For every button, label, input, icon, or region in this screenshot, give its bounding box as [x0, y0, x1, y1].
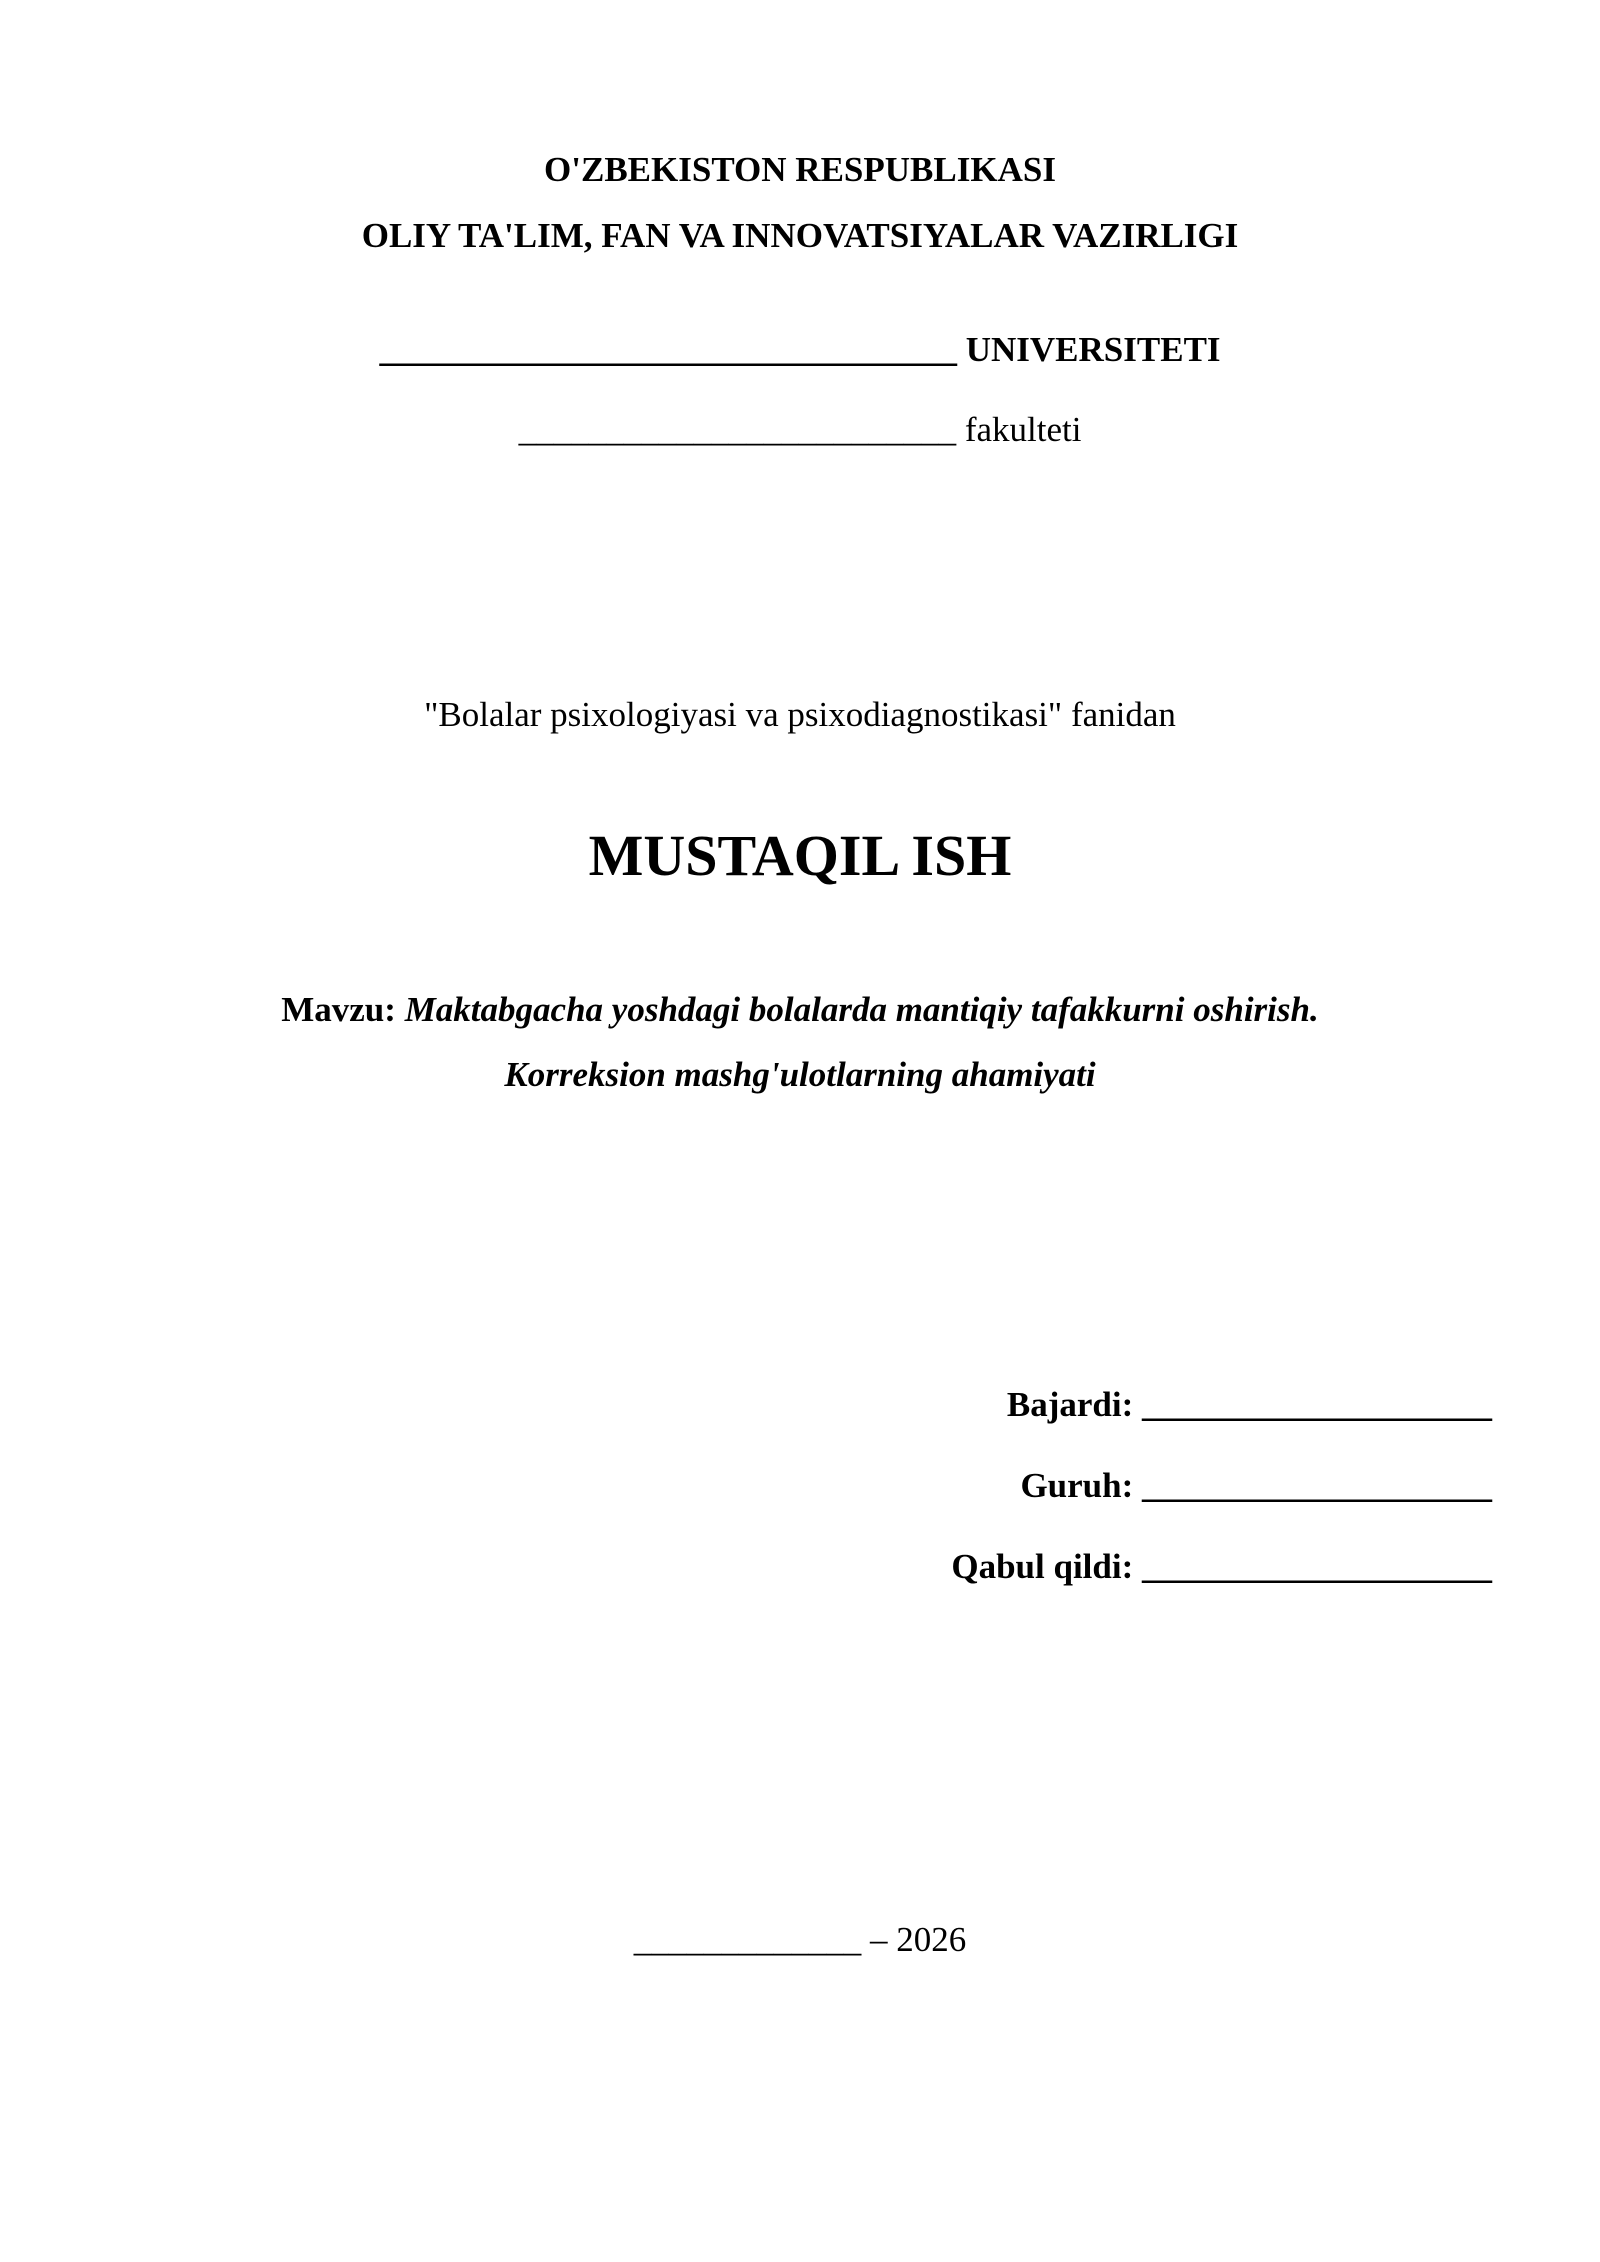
university-line: [0, 330, 1600, 370]
signature-block: [951, 1385, 1492, 1628]
faculty-line: [0, 410, 1600, 450]
signature-row-reviewer: [951, 1547, 1492, 1628]
university-label: UNIVERSITETI: [965, 330, 1221, 369]
signature-blank: ____________________: [1142, 1385, 1492, 1424]
footer-line: [0, 1920, 1600, 1960]
signature-blank: ____________________: [1142, 1547, 1492, 1586]
document-title: MUSTAQIL ISH: [588, 823, 1012, 888]
republic-heading: O'ZBEKISTON RESPUBLIKASI: [544, 150, 1056, 189]
signature-label: Qabul qildi:: [951, 1547, 1134, 1586]
topic-text-line-1: Maktabgacha yoshdagi bolalarda mantiqiy tafakkurni oshirish.: [404, 990, 1319, 1029]
signature-label: Guruh:: [1020, 1466, 1134, 1505]
footer-year: 2026: [896, 1920, 967, 1959]
university-blank: _________________________________: [379, 330, 957, 369]
subject-line: "Bolalar psixologiyasi va psixodiagnostikasi" fanidan: [424, 695, 1176, 734]
signature-row-group: [951, 1466, 1492, 1547]
faculty-label: fakulteti: [964, 410, 1082, 449]
topic-line-1: [0, 990, 1600, 1030]
topic-line-2: Korreksion mashg'ulotlarning ahamiyati: [504, 1055, 1096, 1094]
ministry-heading: OLIY TA'LIM, FAN VA INNOVATSIYALAR VAZIRLIGI: [361, 216, 1239, 255]
footer-dash: –: [870, 1920, 888, 1959]
signature-row-performer: [951, 1385, 1492, 1466]
topic-label: Mavzu:: [281, 990, 396, 1029]
signature-label: Bajardi:: [1006, 1385, 1134, 1424]
city-blank: _____________: [633, 1920, 862, 1959]
faculty-blank: _________________________: [518, 410, 957, 449]
signature-blank: ____________________: [1142, 1466, 1492, 1505]
